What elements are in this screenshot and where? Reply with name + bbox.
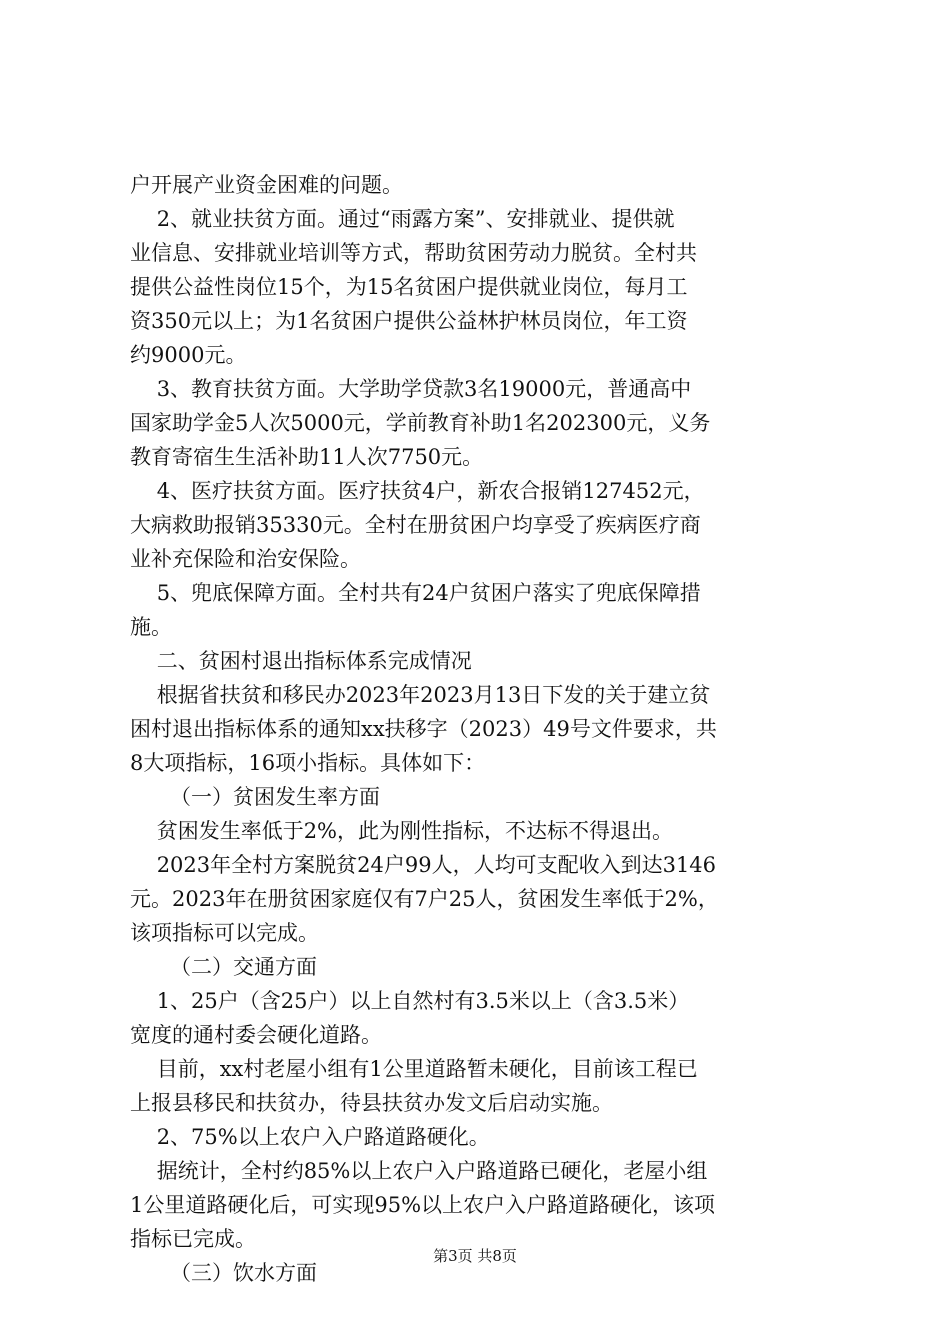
text-line: 贫困发生率低于2%，此为刚性指标，不达标不得退出。 (130, 819, 674, 843)
page-footer (0, 1246, 950, 1266)
text-line: 5、兜底保障方面。全村共有24户贫困户落实了兜底保障措 (130, 581, 701, 605)
text-line: 施。 (130, 615, 172, 639)
text-line: 资350元以上；为1名贫困户提供公益林护林员岗位，年工资 (130, 309, 688, 333)
text-line: 4、医疗扶贫方面。医疗扶贫4户，新农合报销127452元， (130, 479, 705, 503)
text-line: 目前，xx村老屋小组有1公里道路暂未硬化，目前该工程已 (130, 1057, 698, 1081)
page-number: 第3页 共8页 (433, 1247, 517, 1265)
text-line: 困村退出指标体系的通知xx扶移字（2023）49号文件要求，共 (130, 717, 717, 741)
text-line: 约9000元。 (130, 343, 247, 367)
text-line: 提供公益性岗位15个，为15名贫困户提供就业岗位，每月工 (130, 275, 688, 299)
text-line: 2、75%以上农户入户路道路硬化。 (130, 1125, 490, 1149)
subsection-heading: （二）交通方面 (130, 955, 318, 979)
text-line: 8大项指标，16项小指标。具体如下： (130, 751, 486, 775)
text-line: 业补充保险和治安保险。 (130, 547, 361, 571)
text-line: 国家助学金5人次5000元，学前教育补助1名202300元，义务 (130, 411, 711, 435)
text-line: 2、就业扶贫方面。通过“雨露方案”、安排就业、提供就 (130, 207, 675, 231)
text-line: 上报县移民和扶贫办，待县扶贫办发文后启动实施。 (130, 1091, 613, 1115)
section-heading: 二、贫困村退出指标体系完成情况 (130, 649, 472, 673)
text-line: 指标已完成。 (130, 1227, 256, 1251)
text-line: 宽度的通村委会硬化道路。 (130, 1023, 382, 1047)
text-line: 大病救助报销35330元。全村在册贫困户均享受了疾病医疗商 (130, 513, 701, 537)
text-line: 2023年全村方案脱贫24户99人，人均可支配收入到达3146 (130, 853, 717, 877)
text-line: 1、25户（含25户）以上自然村有3.5米以上（含3.5米） (130, 989, 690, 1013)
subsection-heading: （一）贫困发生率方面 (130, 785, 381, 809)
text-line: 据统计，全村约85%以上农户入户路道路已硬化，老屋小组 (130, 1159, 708, 1183)
subsection-heading: （三）饮水方面 (130, 1261, 318, 1285)
text-line: 户开展产业资金困难的问题。 (130, 173, 403, 197)
text-line: 3、教育扶贫方面。大学助学贷款3名19000元，普通高中 (130, 377, 692, 401)
text-line: 教育寄宿生生活补助11人次7750元。 (130, 445, 484, 469)
text-line: 1公里道路硬化后，可实现95%以上农户入户路道路硬化，该项 (130, 1193, 716, 1217)
text-line: 业信息、安排就业培训等方式，帮助贫困劳动力脱贫。全村共 (130, 241, 697, 265)
text-line: 元。2023年在册贫困家庭仅有7户25人，贫困发生率低于2%， (130, 887, 719, 911)
document-body (130, 168, 830, 1290)
text-line: 该项指标可以完成。 (130, 921, 319, 945)
text-line: 根据省扶贫和移民办2023年2023月13日下发的关于建立贫 (130, 683, 711, 707)
